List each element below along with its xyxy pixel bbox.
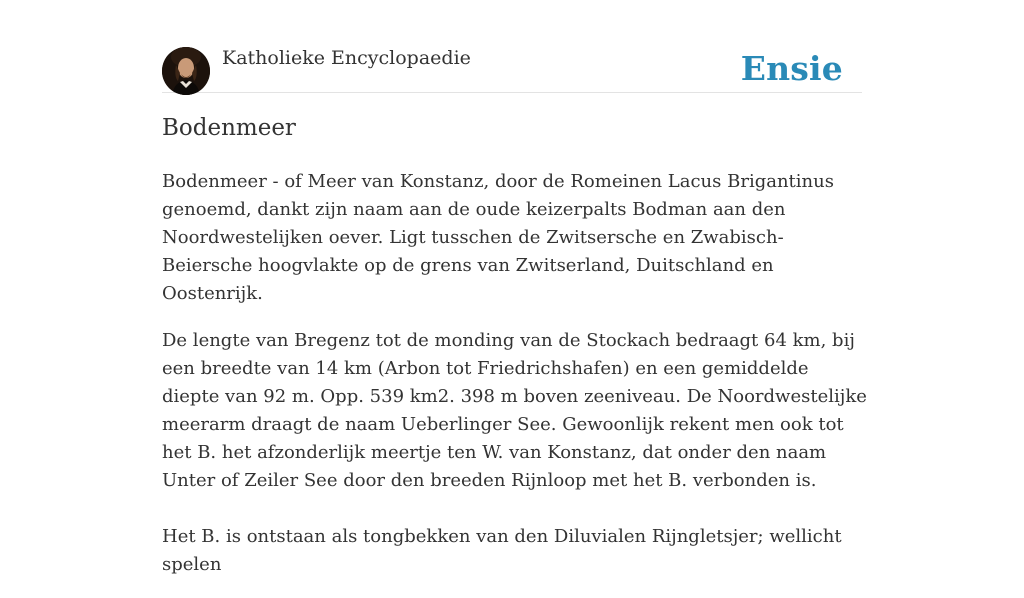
article-paragraph: Bodenmeer - of Meer van Konstanz, door de Romeinen Lacus Brigantinus genoemd, dankt zijn naam aan de oude keizerpalts Bodman aan den Noordwestelijken oever. Ligt tusschen de Zwitsersche en Zwabisch-Beiersche hoogvlakte op de grens van Zwitserland, Duitschland en Oostenrijk. xyxy=(162,171,834,304)
article-title: Bodenmeer xyxy=(162,115,296,141)
portrait-avatar-icon[interactable] xyxy=(162,47,210,95)
article-body xyxy=(162,168,867,598)
source-title[interactable]: Katholieke Encyclopaedie xyxy=(222,47,471,69)
header xyxy=(162,44,862,93)
article-paragraph: De lengte van Bregenz tot de monding van de Stockach bedraagt 64 km, bij een breedte van 14 km (Arbon tot Friedrichshafen) en een gemiddelde diepte van 92 m. Opp. 539 km2. 398 m boven zeeniveau. De Noordwestelijke meerarm draagt de naam Ueberlinger See. Gewoonlijk rekent men ook tot het B. het afzonderlijk meertje ten W. van Konstanz, dat onder den naam Unter of Zeiler See door den breeden Rijnloop met het B. verbonden is. xyxy=(162,330,867,491)
brand-logo[interactable]: Ensie xyxy=(740,49,843,88)
article-paragraph: Het B. is ontstaan als tongbekken van den Diluvialen Rijngletsjer; wellicht spelen xyxy=(162,526,842,575)
